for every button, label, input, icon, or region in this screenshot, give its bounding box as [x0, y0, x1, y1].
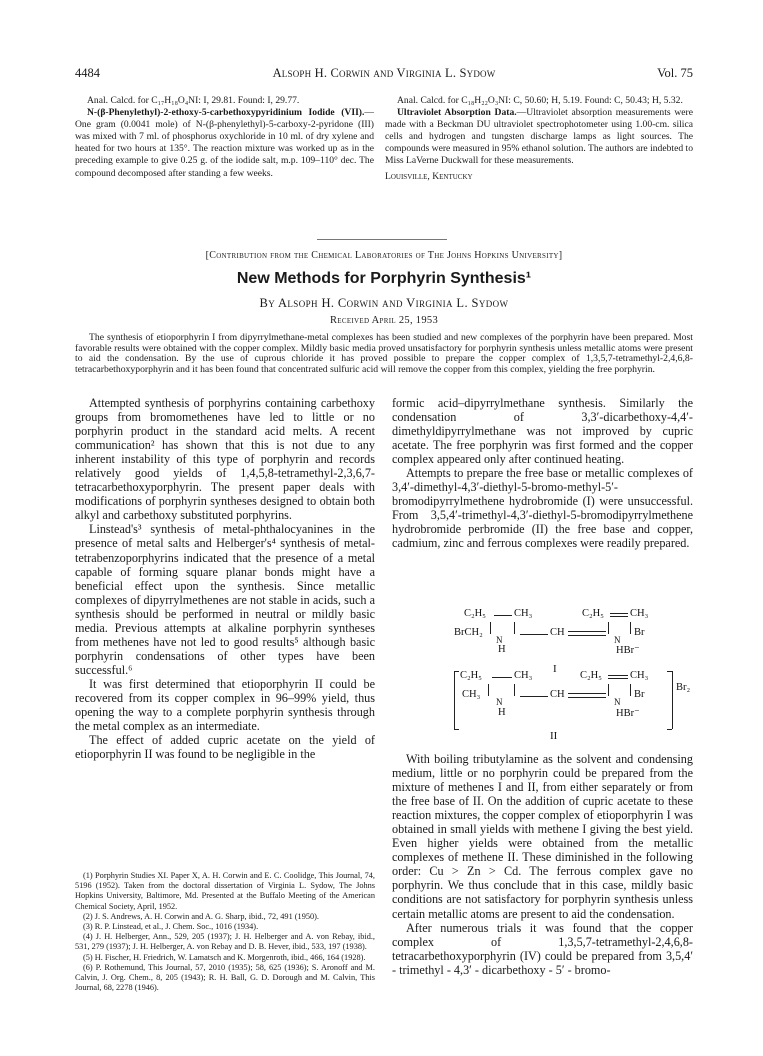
previous-article-left-column: [75, 95, 374, 180]
struct-label: CH: [550, 689, 565, 700]
footnotes: [75, 871, 375, 993]
struct-label: Br: [634, 627, 645, 638]
body-paragraph: Linstead's³ synthesis of metal-phthalocyanines in the presence of metal salts and Helberger's⁴ synthesis of metal-tetrabenzoporphyrins indicated that the presence of a metal capable of forming square planar bonds might have a beneficial effect upon the synthesis. Since metallic complexes of dipyrrylmethenes are not stable in acids, such a synthesis should be performed in neutral or mildly basic media. Previous attempts at alkaline porphyrin syntheses from methenes have not led to good results⁵ although basic porphyrin condensations of other types have been successful.⁶: [75, 522, 375, 677]
bond-line: [520, 634, 548, 635]
bond-line: [630, 622, 631, 634]
bond-line: [568, 635, 606, 636]
struct-label: H: [498, 707, 506, 718]
bond-line: [608, 684, 609, 696]
bracket-right: [672, 671, 673, 729]
footnote: (6) P. Rothemund, This Journal, 57, 2010 (1935); 58, 625 (1936); S. Aronoff and M. Calvin, J. Org. Chem., 8, 205 (1943); R. H. Ball, G. D. Dorough and M. Calvin, This Journal, 68, 2278 (1946).: [75, 962, 375, 993]
struct-label: C₂H₅: [580, 670, 602, 681]
uv-paragraph: [385, 107, 693, 167]
body-paragraph: With boiling tributylamine as the solvent and condensing medium, little or no porphyrin could be prepared from the mixture of methenes I and II, from either separately or from the free base of II. On the addition of cupric acetate to these reaction mixtures, the copper complex of etioporphyrin I was obtained in small yields with methene I giving the best yield. Even higher yields were obtained from the metallic complexes of methene II. These diminished in the following order: Cu > Zn > Cd. The ferrous complex gave no porphyrin. We thus conclude that in this case, mildly basic conditions are not satisfactory for porphyrin synthesis unless certain metallic atoms are present to aid the condensation.: [392, 752, 693, 921]
bond-line: [490, 622, 491, 634]
volume-number: Vol. 75: [657, 66, 693, 80]
compound-heading: N-(β-Phenylethyl)-2-ethoxy-5-carbethoxypyridinium Iodide (VII).: [87, 107, 365, 119]
analysis-line: Anal. Calcd. for C₁₇H₁₈O₄NI: I, 29.81. Found: I, 29.77.: [87, 95, 300, 106]
body-left-column: [75, 396, 375, 761]
body-paragraph: formic acid–dipyrrylmethane synthesis. Similarly the condensation of 3,3′-dicarbethoxy-4,4′-dimethyldipyrrylmethane was not improved by cupric acetate. The free porphyrin was first formed and the copper complex appeared only after continued heating.: [392, 396, 693, 467]
struct-label: Br: [634, 689, 645, 700]
bond-line: [608, 622, 609, 634]
running-header: [75, 66, 693, 82]
body-paragraph: The effect of added cupric acetate on the yield of etioporphyrin II was found to be negligible in the: [75, 733, 375, 762]
body-right-column-bottom: [392, 752, 693, 977]
bracket-right: [667, 729, 672, 730]
struct-label: CH₃: [514, 608, 533, 619]
bond-line: [608, 678, 628, 679]
analysis-line: Anal. Calcd. for C₁₈H₂₂O₃NI: C, 50.60; H, 5.19. Found: C, 50.43; H, 5.32.: [397, 95, 683, 106]
struct-label: N: [496, 635, 503, 645]
page-number: 4484: [75, 66, 100, 80]
bond-line: [568, 697, 606, 698]
received-date: Received April 25, 1953: [329, 315, 438, 326]
bond-line: [568, 631, 606, 632]
bond-line: [494, 615, 512, 616]
struct-label: HBr⁻: [616, 708, 640, 719]
structure-number: II: [550, 730, 558, 742]
bond-line: [514, 622, 515, 634]
struct-label: BrCH₂: [454, 627, 483, 638]
struct-label: Br₂: [676, 682, 691, 693]
body-right-column-top: [392, 396, 693, 551]
footnote: (3) R. P. Linstead, et al., J. Chem. Soc., 1016 (1934).: [83, 922, 259, 932]
struct-label: H: [498, 644, 506, 655]
bond-line: [568, 693, 606, 694]
bracket-left: [454, 671, 455, 729]
body-paragraph: Attempted synthesis of porphyrins containing carbethoxy groups from bromomethenes have led to little or no porphyrin product in the standard acid melts. A recent communication² has shown that this is not due to any inherent instability of this type of porphyrin and records relatively good yields of 1,4,5,8-tetramethyl-2,3,6,7-tetracarbethoxyporphyrin. The present paper deals with modifications of porphyrin syntheses designed to obtain both alkyl and carbethoxy substituted porphyrins.: [75, 396, 375, 523]
footnote: (4) J. H. Helberger, Ann., 529, 205 (1937); J. H. Helberger and A. von Rebay, ibid., 531, 279 (1937); J. H. Helberger, A. von Rebay and D. B. Hever, ibid., 533, 197 (1938).: [75, 932, 375, 952]
structure-number: I: [553, 663, 557, 675]
struct-label: C₂H₅: [460, 670, 482, 681]
struct-label: CH₃: [630, 670, 649, 681]
body-paragraph: It was first determined that etioporphyrin II could be recovered from its copper complex in 96–99% yield, thus opening the way to a complete porphyrin synthesis through the metal complex as an intermediate.: [75, 676, 375, 734]
struct-label: N: [496, 697, 503, 707]
bracket-left: [454, 729, 459, 730]
bond-line: [610, 613, 628, 614]
body-paragraph: Attempts to prepare the free base or metallic complexes of 3,4′-dimethyl-4,3′-diethyl-5-bromo-methyl-5′-bromodipyrrylmethene hydrobromide (I) were unsuccessful. From 3,5,4′-trimethyl-4,3′-diethyl-5-bromodipyrrylmethene hydrobromide perbromide (II) the free base and copper, cadmium, zinc and ferrous complexes were readily prepared.: [392, 466, 693, 551]
abstract: The synthesis of etioporphyrin I from dipyrrylmethane-metal complexes has been studied and new complexes of the porphyrin have been prepared. Most favorable results were obtained with the copper complex. Mildly basic media proved unsatisfactory for porphyrin synthesis unless metallic atoms were present to aid the condensation. By the use of cuprous chloride it has proved possible to prepare the copper complex of 1,3,5,7-tetramethyl-2,4,6,8-tetracarbethoxyporphyrin and it has been found that concentrated sulfuric acid will remove the copper from this complex, yielding the free porphyrin.: [75, 332, 693, 375]
footnote: (5) H. Fischer, H. Friedrich, W. Lamatsch and K. Morgenroth, ibid., 466, 164 (1928).: [83, 952, 366, 962]
struct-label: N: [614, 635, 621, 645]
structure-II: [420, 668, 712, 758]
bond-line: [610, 616, 628, 617]
article-byline: By Alsoph H. Corwin and Virginia L. Sydow: [259, 296, 509, 310]
struct-label: N: [614, 697, 621, 707]
uv-text: —Ultraviolet absorption measurements were made with a Beckman DU ultraviolet spectrophotometer using 1.00-cm. silica cells and hydrogen and tungsten discharge lamps as light sources. The compounds were measured in 95% ethanol solution. The authors are indebted to Miss LaVerne Duckwall for these measurements.: [385, 107, 693, 167]
body-paragraph: After numerous trials it was found that the copper complex of 1,3,5,7-tetramethyl-2,4,6,8-tetracarbethoxyporphyrin (IV) could be prepared from 3,5,4′ - trimethyl - 4,3′ - dicarbethoxy - 5′ - bromo-: [392, 920, 693, 977]
compound-text: —One gram (0.0041 mole) of N-(β-phenylethyl)-5-carboxy-2-pyridone (III) was mixed with 7 ml. of phosphorus oxychloride in 10 ml. of dry xylene and heated for two hours at 135°. The reaction mixture was worked up as in the preceding example to give 0.25 g. of the iodide salt, m.p. 109–110° dec. The compound decomposed after standing a few weeks.: [75, 107, 374, 179]
struct-label: C₂H₅: [464, 608, 486, 619]
struct-label: CH₃: [630, 608, 649, 619]
running-authors: Alsoph H. Corwin and Virginia L. Sydow: [272, 66, 496, 80]
uv-heading: Ultraviolet Absorption Data.: [397, 107, 517, 119]
bracket-right: [667, 671, 672, 672]
contribution-line: [Contribution from the Chemical Laboratories of The Johns Hopkins University]: [205, 250, 563, 261]
struct-label: CH₃: [514, 670, 533, 681]
bond-line: [608, 675, 628, 676]
footnote: (1) Porphyrin Studies XI. Paper X, A. H. Corwin and E. C. Coolidge, This Journal, 74, 5196 (1952). Taken from the doctoral dissertation of Virginia L. Sydow, The Johns Hopkins University, Baltimore, Md. Presented at the Buffalo Meeting of the American Chemical Society, April, 1952.: [75, 871, 375, 911]
bracket-left: [454, 671, 459, 672]
previous-article-right-column: [385, 95, 693, 183]
struct-label: CH: [550, 627, 565, 638]
bond-line: [492, 677, 512, 678]
bond-line: [520, 696, 548, 697]
bond-line: [488, 684, 489, 696]
section-divider: [317, 239, 447, 240]
struct-label: C₂H₅: [582, 608, 604, 619]
struct-label: CH₃: [462, 689, 481, 700]
bond-line: [630, 684, 631, 696]
bond-line: [514, 684, 515, 696]
article-title: New Methods for Porphyrin Synthesis¹: [236, 270, 532, 287]
compound-paragraph: [75, 107, 374, 180]
footnote: (2) J. S. Andrews, A. H. Corwin and A. G. Sharp, ibid., 72, 491 (1950).: [83, 911, 319, 921]
location-line: Louisville, Kentucky: [385, 170, 473, 182]
struct-label: HBr⁻: [616, 645, 640, 656]
